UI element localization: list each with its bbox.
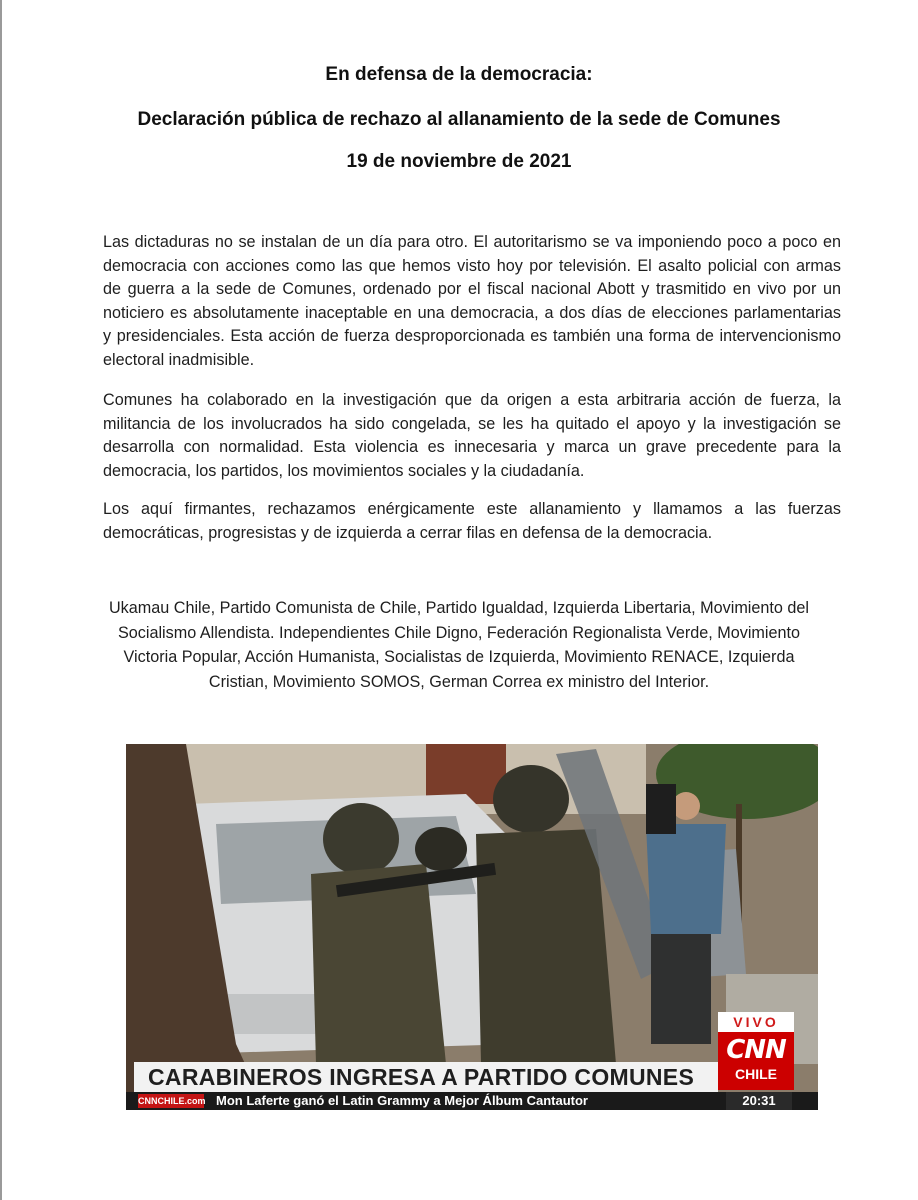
helmet [493,765,569,833]
signatories-line: Victoria Popular, Acción Humanista, Socialistas de Izquierda, Movimiento RENACE, Izquierda [123,648,795,666]
paragraph-2 [103,389,841,483]
cameraman-trousers [651,934,711,1044]
live-label: VIVO [718,1012,794,1032]
signatories-list [0,596,918,694]
video-camera [646,784,676,834]
document-title: En defensa de la democracia: [325,64,593,85]
helmet [323,803,399,875]
signatories-line: Ukamau Chile, Partido Comunista de Chile, Partido Igualdad, Izquierda Libertaria, Movimiento del [108,599,810,617]
soldier-body [476,829,616,1064]
helmet [415,827,467,871]
paragraph-line: militancia de los involucrados ha sido congelada, se les ha quitado el apoyo y la investigación se [103,414,841,433]
signatories-line: Socialismo Allendista. Independientes Chile Digno, Federación Regionalista Verde, Movimiento [117,623,801,642]
news-headline: CARABINEROS INGRESA A PARTIDO COMUNES [134,1062,718,1092]
paragraph-line: Comunes ha colaborado en la investigación que da origen a esta arbitraria acción de fuerza, la [103,391,841,409]
soldier-body [311,864,446,1064]
ticker-text: Mon Laferte ganó el Latin Grammy a Mejor Álbum Cantautor [216,1093,588,1108]
broadcast-time: 20:31 [726,1092,792,1110]
paragraph-line: electoral inadmisible. [103,350,255,369]
cnn-logo-box [718,1032,794,1090]
cameraman-shirt [646,824,726,934]
paragraph-3 [103,498,841,545]
paragraph-line: noticiero es absolutamente inaceptable en una democracia, a dos días de elecciones parlamentarias [103,303,841,322]
tv-news-photo [126,744,818,1110]
paragraph-line: desarrolla con normalidad. Esta violencia es innecesaria y marca un grave precedente para la [103,438,841,456]
cnn-logo: CNN [726,1035,786,1065]
paragraph-line: Los aquí firmantes, rechazamos enérgicamente este allanamiento y llamamos a las fuerzas [103,500,841,518]
cnn-country: CHILE [735,1066,777,1082]
paragraph-line: democráticas, progresistas y de izquierda a cerrar filas en defensa de la democracia. [103,523,713,542]
news-ticker [126,1092,818,1110]
document-subtitle: Declaración pública de rechazo al allanamiento de la sede de Comunes [137,109,781,130]
ticker-brand: CNNCHILE.com [138,1096,206,1106]
document-date: 19 de noviembre de 2021 [346,151,572,172]
paragraph-1 [103,231,841,372]
paragraph-line: democracia con acciones como las que hemos visto hoy por televisión. El asalto policial con armas [103,256,841,275]
cameraman-head [672,792,700,820]
paragraph-line: y presidenciales. Esta acción de fuerza desproporcionada es también una forma de intervencionismo [103,327,841,345]
signatories-line: Cristian, Movimiento SOMOS, German Correa ex ministro del Interior. [208,672,710,691]
paragraph-line: de guerra a la sede de Comunes, ordenado por el fiscal nacional Abott y trasmitido en vivo por un [103,280,841,298]
paragraph-line: Las dictaduras no se instalan de un día para otro. El autoritarismo se va imponiendo poco a poco en [103,233,841,251]
paragraph-line: democracia, los partidos, los movimientos sociales y la ciudadanía. [103,461,585,480]
photo-scene [126,744,818,1110]
